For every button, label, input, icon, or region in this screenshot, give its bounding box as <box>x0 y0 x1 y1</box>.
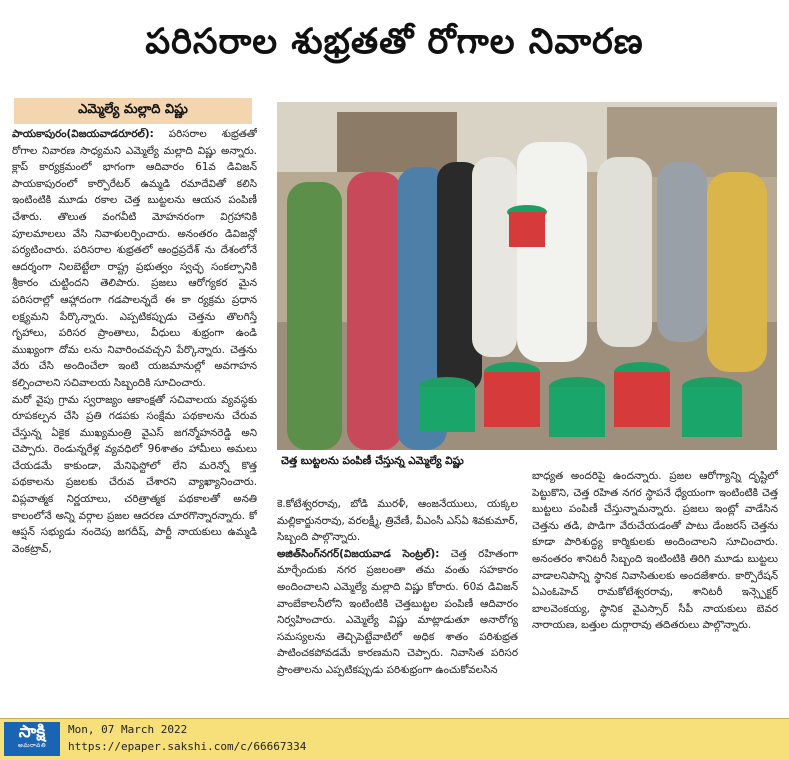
footer-bar <box>0 718 789 760</box>
logo-subtext: అమరావతి <box>17 742 47 749</box>
column-3-paragraph-1: బాధ్యత అందరిపై ఉందన్నారు. ప్రజల ఆరోగ్యాన్ని దృష్టిలో పెట్టుకొని, చెత్త రహిత నగర స్థాపనే ధ్యేయంగా ఇంటింటికి చెత్త బుట్టలు పంపిణీ చేస్తున్నామన్నారు. ప్రజలు ఇంట్లో వాడేసిన చెత్తను తడి, పొడిగా వేరుచేయడంతో పాటు డేంజరస్ చెత్తను కూడా పారిశుద్ధ్య కార్మికులకు అందించాలని సూచించారు. అనంతరం శానిటరీ సిబ్బంది ఇంటింటికి తిరిగి మూడు బుట్టలు వాడాలనిపాన్ని స్థానిక నివాసితులకు అందజేశారు. కార్పొరేషన్ ఏఎంఓహెచ్ రామకోటేశ్వరరావు, శానిటరీ ఇన్స్పెక్టర్ బాలవెంకయ్య, స్థానిక వైఎస్సార్ సీపీ నాయకులు బెవర నారాయణ, బత్తుల దుర్గారావు తదితరులు పాల్గొన్నారు. <box>532 470 778 632</box>
column-1-paragraph-1 <box>12 126 257 392</box>
dateline: పాయకాపురం(విజయవాడరూరల్): <box>12 128 154 140</box>
edition-date: Mon, 07 March 2022 <box>68 723 188 736</box>
byline: ఎమ్మెల్యే మల్లాది విష్ణు <box>14 98 252 124</box>
article-column-2 <box>277 496 518 716</box>
sakshi-logo[interactable] <box>4 722 60 756</box>
edition-url[interactable]: https://epaper.sakshi.com/c/66667334 <box>68 740 307 753</box>
photo-illustration <box>277 102 777 450</box>
column-1-paragraph-2: మరో వైపు గ్రామ స్వరాజ్యం ఆకాంక్షతో సచివాలయ వ్యవస్థకు రూపకల్పన చేసి ప్రతి గడపకు సంక్షేమ పథకాలను చేరువ చేస్తున్న ఏకైక ముఖ్యమంత్రి వైఎస్ జగన్మోహనరెడ్డి అని చెప్పారు. రెండున్నరేళ్ల వ్యవధిలో 96శాతం హామీలు అమలు చేయడమే కాకుండా, మేనిఫెస్టోలో లేని మరెన్నో కొత్త పథకాలను ప్రజలకు చేరువ చేశారని వ్యాఖ్యానించారు. విప్లవాత్మక నిర్ణయాలు, చరిత్రాత్మక పథకాలతో అనతి కాలంలోనే అన్ని వర్గాల ప్రజల ఆదరణ చూరగొన్నారన్నారు. కో ఆప్షన్ సభ్యుడు నందెపు జగదీష్, పార్టీ నాయకులు ఉమ్మడి వెంకట్రావ్, <box>12 393 257 555</box>
dateline: అజిత్‌సింగ్‌నగర్(విజయవాడ సెంట్రల్): <box>277 547 440 560</box>
paragraph-text: చెత్త రహితంగా మార్చేందుకు నగర ప్రజలంతా తమ వంతు సహకారం అందించాలని ఎమ్మెల్యే మల్లాది విష్ణు కోరారు. 60వ డివిజన్ వాంబేకాలనీలోని ఇంటింటికి చెత్తబుట్టల పంపిణీ ఆదివారం నిర్వహించారు. ఎమ్మెల్యే విష్ణు మాట్లాడుతూ అనారోగ్య సమస్యలను తెచ్చిపెట్టేవాటిలో అధిక శాతం పరిశుభ్రత పాటించకపోవడమే కారణమని చెప్పారు. నివాసిత పరిసర ప్రాంతాలను ఎప్పటికప్పుడు పరిశుభ్రంగా ఉంచుకోవలసిన <box>277 547 518 676</box>
news-photo <box>277 102 777 450</box>
article-column-3 <box>532 468 778 718</box>
paragraph-text: పరిసరాల శుభ్రతతో రోగాల నివారణ సాధ్యమని ఎమ్మెల్యే మల్లాది విష్ణు అన్నారు. క్లాప్ కార్యక్రమంలో భాగంగా ఆదివారం 61వ డివిజన్ పాయకాపురంలో కార్పొరేటర్ ఉమ్మడి రమాదేవితో కలిసి ఇంటింటికి మూడు రకాల చెత్త బుట్టలను ఆయన పంపిణీ చేశారు. తొలుత వంగవీటి మోహనరంగా విగ్రహానికి పూలమాలలు వేసి నివాళులర్పించారు. అనంతరం డివిజన్లో పర్యటించారు. పరిసరాల శుభ్రతలో ఆంధ్రప్రదేశ్ ను దేశంలోనే ఆదర్శంగా నిలబెట్టేలా రాష్ట్ర ప్రభుత్వం స్వచ్ఛ సంకల్పానికి శ్రీకారం చుట్టిందని తెలిపారు. ప్రజలు ఆరోగ్యకర మైన పరిసరాల్లో ఆహ్లాదంగా గడపాలన్నదే ఈ కా ర్యక్రమ ప్రధాన లక్ష్యమని పేర్కొన్నారు. ఎప్పటికప్పుడు చెత్తను తొలగిస్తే గృహాలు, పరిసర ప్రాంతాలు, వీధులు శుభ్రంగా ఉండి ముఖ్యంగా దోమ లను నివారించవచ్చని పేర్కొన్నారు. చెత్తను వేరు చేసి అందించేలా ఇంటి యజమానుల్లో అవగాహన కల్పించాలని సచివాలయ సిబ్బందికి సూచించారు. <box>12 128 257 389</box>
headline: పరిసరాల శుభ్రతతో రోగాల నివారణ <box>145 22 644 62</box>
logo-text: సాక్షి <box>18 722 46 742</box>
photo-caption: చెత్త బుట్టలను పంపిణీ చేస్తున్న ఎమ్మెల్యే విష్ణు <box>277 452 531 472</box>
column-2-paragraph-1: కె.కోటేశ్వరరావు, బోడి మురళీ, ఆంజనేయులు, యక్కల మల్లికార్జునరావు, వరలక్ష్మీ, త్రివేణీ, వీఎంసీ ఎస్ఏ శివకుమార్, సిబ్బంది పాల్గొన్నారు. <box>277 498 518 544</box>
article-column-1 <box>12 126 257 714</box>
column-2-paragraph-2 <box>277 546 518 679</box>
